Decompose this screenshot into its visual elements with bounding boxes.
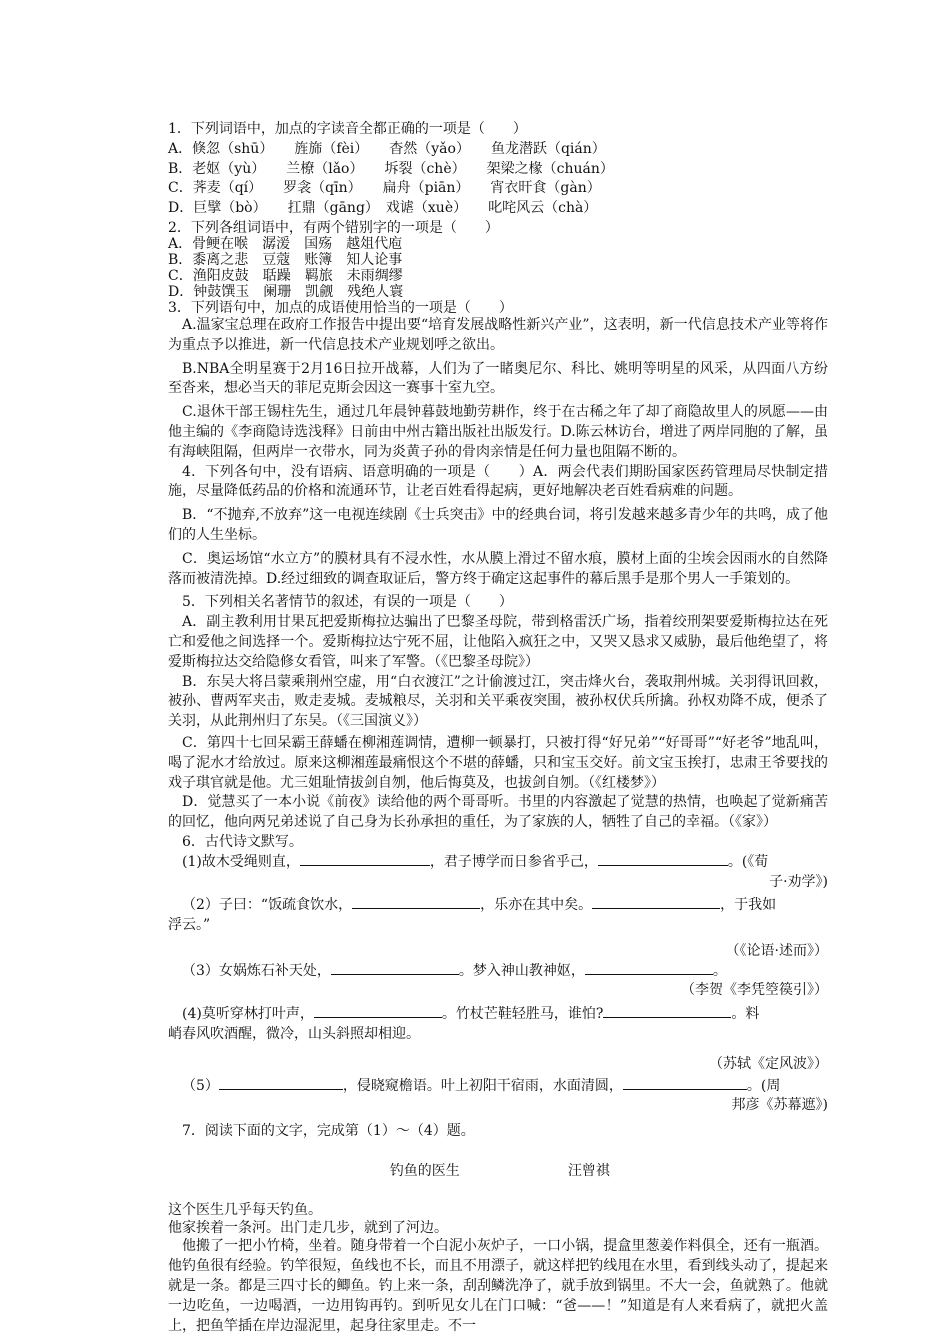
passage-paragraph: 他家挨着一条河。出门走几步，就到了河边。 (168, 1220, 448, 1237)
q1-option-d: D．巨擘（bò） 扛鼎（gāng） 戏谑（xuè） 叱咤风云（chà） (168, 200, 598, 217)
passage-title-line (168, 1142, 828, 1201)
q6-line-1-source: 子·劝学》) (769, 873, 828, 890)
answer-blank[interactable] (598, 853, 728, 866)
q3-option-a: A.温家宝总理在政府工作报告中提出要“培育发展战略性新兴产业”，这表明，新一代信息技术产业等将作为重点予以推进，新一代信息技术产业规划呼之欲出。 (168, 316, 828, 353)
q6-line-5: （5） ，侵晓窥檐语。叶上初阳干宿雨，水面清圆， 。(周 (182, 1077, 781, 1094)
q5-option-c: C．第四十七回呆霸王薛蟠在柳湘莲调情，遭柳一顿暴打，只被打得“好兄弟”“好哥哥”“好老爷”地乱叫，喝了泥水才给放过。原来这柳湘莲最痛恨这个不堪的薛蟠，只和宝玉交好。前文宝玉挨打，忠肃王爷要找的戏子琪官就是他。尤三姐耻情拔剑自刎，他后悔莫及，也拔剑自刎。（《红楼梦》） (168, 734, 828, 791)
document-page (168, 120, 828, 1336)
q2-stem: 2．下列各组词语中，有两个错别字的一项是（ ） (168, 219, 499, 236)
answer-blank[interactable] (219, 1077, 343, 1090)
q2-option-d: D．钟鼓馔玉 阑珊 凯觎 残绝人寰 (168, 283, 404, 300)
answer-blank[interactable] (314, 1005, 442, 1018)
q6-line-5-source: 邦彦《苏幕遮》) (731, 1097, 828, 1114)
q6-line-1: (1)故木受绳则直， ，君子博学而日参省乎己， 。(《荀 (182, 853, 769, 870)
answer-blank[interactable] (592, 896, 720, 909)
q1-option-b: B．老妪（yù） 兰橑（lǎo） 坼裂（chè） 架梁之椽（chuán） (168, 160, 614, 177)
q6-line-3-source: （李贺《李凭箜篌引》） (681, 982, 828, 999)
q4-option-b: B．“不抛弃,不放弃”这一电视连续剧《士兵突击》中的经典台词，将引发越来越多青少年的共鸣，成了他们的人生坐标。 (168, 507, 828, 543)
q3-option-c-d: C.退休干部王锡柱先生，通过几年晨钟暮鼓地勤劳耕作，终于在古稀之年了却了商隐故里人的夙愿——由他主编的《李商隐诗选浅释》日前由中州古籍出版社出版发行。D.陈云林访台，增进了两岸同胞的了解，虽有海峡阻隔，但两岸一衣带水，同为炎黄子孙的骨肉亲情是任何力量也阻隔不断的。 (168, 404, 828, 460)
q6-line-3: （3）女娲炼石补天处， 。梦入神山教神妪， 。 (182, 962, 727, 979)
passage-title: 钓鱼的医生 (389, 1162, 460, 1179)
q5-option-b: B．东吴大将吕蒙乘荆州空虚，用“白衣渡江”之计偷渡过江，突击烽火台，袭取荆州城。关羽得讯回救，被孙、曹两军夹击，败走麦城。麦城粮尽，关羽和关平乘夜突围，被孙权伏兵所擒。孙权劝降不成，便杀了关羽，从此荆州归了东吴。（《三国演义》） (168, 673, 828, 730)
q6-line-2-source: （《论语·述而》） (725, 942, 828, 959)
answer-blank[interactable] (603, 1005, 731, 1018)
q1-stem: 1．下列词语中，加点的字读音全都正确的一项是（ ） (168, 121, 527, 137)
answer-blank[interactable] (623, 1077, 747, 1090)
passage-author: 汪曾祺 (567, 1162, 610, 1179)
q2-option-c: C．渔阳皮鼓 聒躁 羁旅 未雨绸缪 (168, 267, 403, 284)
passage-paragraph: 他搬了一把小竹椅，坐着。随身带着一个白泥小灰炉子，一口小锅，提盒里葱姜作料俱全，还有一瓶酒。他钓鱼很有经验。钓竿很短，鱼线也不长，而且不用漂子，就这样把钓线甩在水里，看到线头动了，提起来就是一条。都是三四寸长的鲫鱼。钓上来一条，刮刮鳞洗净了，就手放到锅里。不大一会，鱼就熟了。他就一边吃鱼，一边喝酒，一边用钩再钓。到听见女儿在门口喊：“爸——！”知道是有人来看病了，就把火盖上，把鱼竿插在岸边湿泥里，起身往家里走。不一 (168, 1238, 828, 1334)
q6-line-4-source: （苏轼《定风波》） (709, 1055, 828, 1072)
q5-option-a: A．副主教利用甘果瓦把爱斯梅拉达骗出了巴黎圣母院，带到格雷沃广场，指着绞刑架要爱斯梅拉达在死亡和爱他之间选择一个。爱斯梅拉达宁死不屈，让他陷入疯狂之中，又哭又恳求又威胁，最后他绝望了，将爱斯梅拉达交给隐修女看管，叫来了军警。（《巴黎圣母院》） (168, 614, 828, 670)
q6-line-2: （2）子曰：“饭疏食饮水， ，乐亦在其中矣。 ，于我如 (182, 897, 777, 914)
q4-option-c-d: C．奥运场馆“水立方”的膜材具有不浸水性，水从膜上滑过不留水痕，膜材上面的尘埃会因雨水的自然降落而被清洗掉。D.经过细致的调查取证后，警方终于确定这起事件的幕后黑手是那个男人一手策划的。 (168, 550, 828, 587)
q6-stem: 6．古代诗文默写。 (182, 833, 303, 850)
q1-option-a: A．倏忽（shū） 旌旆（fèi） 杳然（yǎo） 鱼龙潜跃（qián） (168, 140, 606, 157)
q1-option-c: C．荠麦（qí） 罗衾（qīn） 扁舟（piān） 宵衣旰食（gàn） (168, 180, 601, 197)
q6-line-4: (4)莫听穿林打叶声， 。竹杖芒鞋轻胜马，谁怕? 。料 (182, 1006, 760, 1023)
answer-blank[interactable] (300, 853, 430, 866)
q7-stem: 7．阅读下面的文字，完成第（1）～（4）题。 (182, 1123, 475, 1140)
q4-stem-a: 4．下列各句中，没有语病、语意明确的一项是（ ）A．两会代表们期盼国家医药管理局尽快制定措施，尽量降低药品的价格和流通环节，让老百姓看得起病，更好地解决老百姓看病难的问题。 (168, 463, 828, 500)
answer-blank[interactable] (585, 962, 713, 975)
q3-option-b: B.NBA全明星赛于2月16日拉开战幕，人们为了一睹奥尼尔、科比、姚明等明星的风采，从四面八方纷至沓来，想必当天的菲尼克斯会因这一赛事十室九空。 (168, 360, 828, 397)
q5-stem: 5．下列相关名著情节的叙述，有误的一项是（ ） (182, 594, 513, 611)
q2-option-b: B．黍离之悲 豆蔻 账簿 知人论事 (168, 251, 403, 268)
q2-option-a: A．骨鲠在喉 潺湲 国殇 越俎代庖 (168, 235, 403, 252)
q6-line-2-cont: 浮云。” (168, 917, 211, 934)
answer-blank[interactable] (352, 896, 480, 909)
answer-blank[interactable] (331, 962, 459, 975)
q3-stem: 3．下列语句中，加点的成语使用恰当的一项是（ ） (168, 299, 513, 316)
q5-option-d: D．觉慧买了一本小说《前夜》读给他的两个哥哥听。书里的内容激起了觉慧的热情，也唤起了觉新痛苦的回忆，他向两兄弟述说了自己身为长孙承担的重任，为了家族的人，牺牲了自己的幸福。（《家》） (168, 794, 828, 831)
q6-line-4-cont: 峭春风吹酒醒，微冷，山头斜照却相迎。 (168, 1026, 420, 1043)
passage-paragraph: 这个医生几乎每天钓鱼。 (168, 1202, 322, 1219)
